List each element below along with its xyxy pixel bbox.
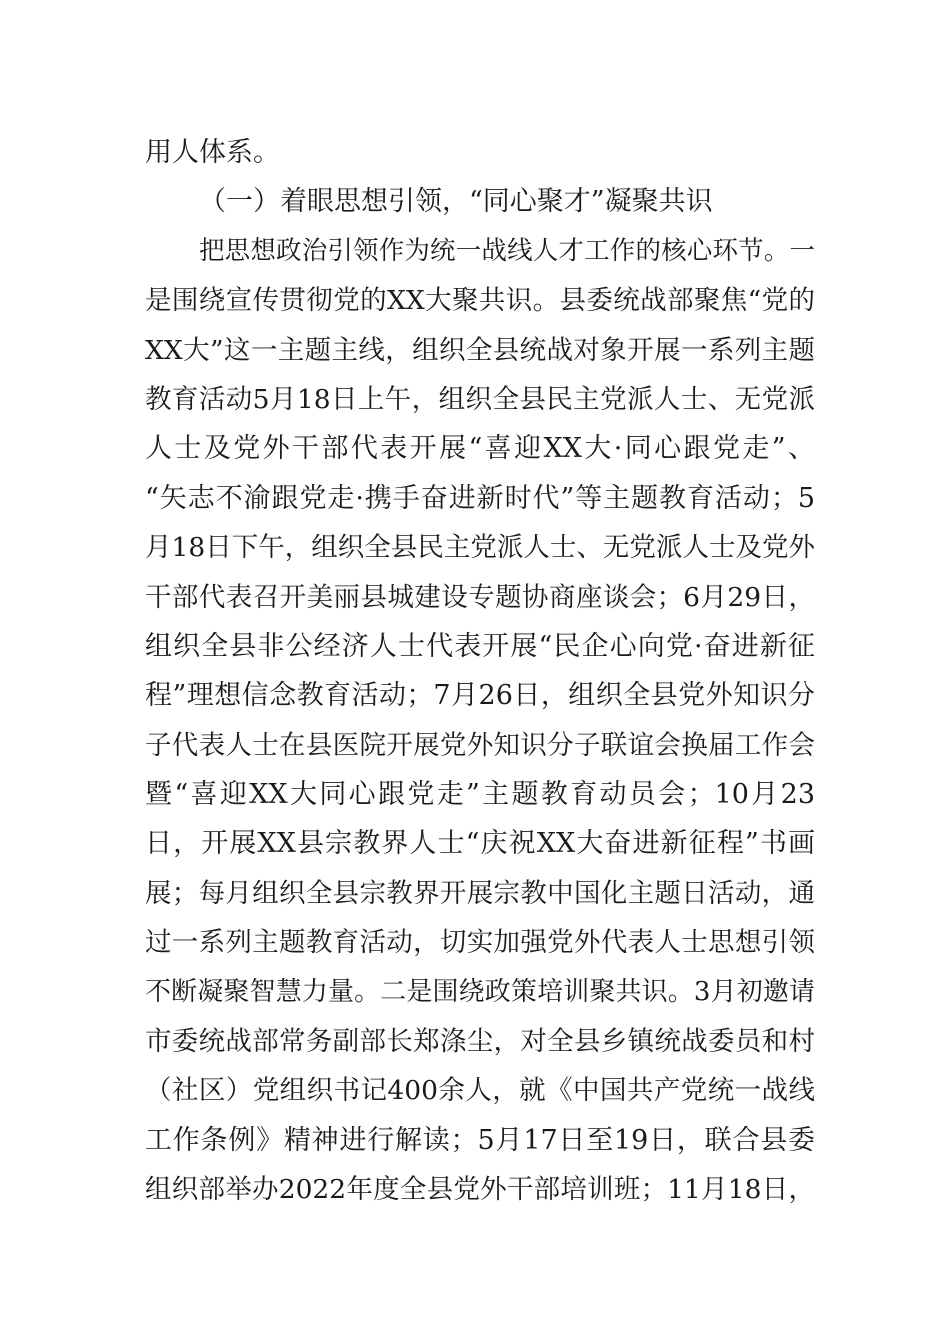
paragraph-line: 干部代表召开美丽县城建设专题协商座谈会；6月29日， (145, 581, 815, 613)
paragraph-line: 把思想政治引领作为统一战线人才工作的核心环节。一 (199, 235, 815, 266)
paragraph-line: 展；每月组织全县宗教界开展宗教中国化主题日活动，通 (145, 877, 815, 909)
paragraph-line: 程”理想信念教育活动；7月26日，组织全县党外知识分 (145, 680, 815, 712)
paragraph-line: 市委统战部常务副部长郑涤尘，对全县乡镇统战委员和村 (145, 1026, 815, 1058)
paragraph-line: 子代表人士在县医院开展党外知识分子联谊会换届工作会 (145, 729, 815, 761)
paragraph-line: “矢志不渝跟党走·携手奋进新时代”等主题教育活动；5 (145, 482, 815, 514)
paragraph-line: 月18日下午，组织全县民主党派人士、无党派人士及党外 (145, 532, 815, 564)
section-heading: （一）着眼思想引领，“同心聚才”凝聚共识 (199, 186, 713, 218)
paragraph-line: XX大”这一主题主线，组织全县统战对象开展一系列主题 (145, 334, 815, 366)
paragraph-line: （社区）党组织书记400余人，就《中国共产党统一战线 (145, 1075, 815, 1107)
paragraph-line: 工作条例》精神进行解读；5月17日至19日，联合县委 (145, 1124, 815, 1156)
paragraph-line-end: 用人体系。 (145, 137, 280, 168)
paragraph-line: 教育活动5月18日上午，组织全县民主党派人士、无党派 (145, 383, 815, 415)
paragraph-line: 过一系列主题教育活动，切实加强党外代表人士思想引领 (145, 927, 815, 959)
paragraph-line: 暨“喜迎XX大同心跟党走”主题教育动员会；10月23 (145, 779, 815, 811)
document-body (145, 128, 815, 1215)
paragraph-line: 人士及党外干部代表开展“喜迎XX大·同心跟党走”、 (145, 433, 815, 465)
paragraph-line: 不断凝聚智慧力量。二是围绕政策培训聚共识。3月初邀请 (145, 976, 815, 1007)
paragraph-line: 组织部举办2022年度全县党外干部培训班；11月18日， (145, 1174, 815, 1206)
paragraph-line: 是围绕宣传贯彻党的XX大聚共识。县委统战部聚焦“党的 (145, 285, 815, 317)
paragraph-line: 组织全县非公经济人士代表开展“民企心向党·奋进新征 (145, 630, 815, 662)
paragraph-line: 日，开展XX县宗教界人士“庆祝XX大奋进新征程”书画 (145, 828, 815, 860)
